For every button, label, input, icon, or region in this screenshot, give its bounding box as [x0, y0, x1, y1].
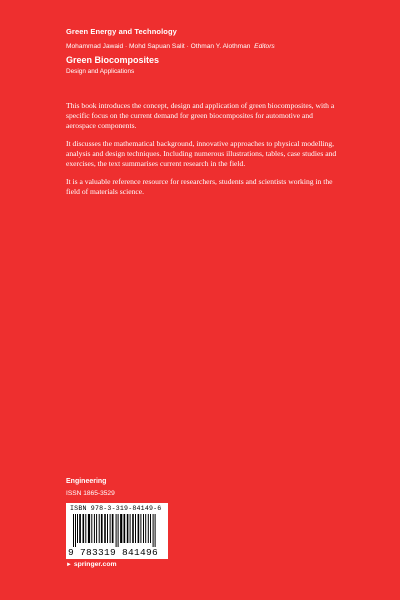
- barcode-digits: 9 783319 841496: [68, 547, 159, 558]
- arrow-right-icon: ►: [66, 562, 72, 568]
- isbn-barcode: [66, 503, 168, 559]
- series-title: Green Energy and Technology: [66, 27, 177, 36]
- subject-category: Engineering: [66, 478, 107, 485]
- website-label: springer.com: [73, 561, 117, 568]
- editors-line: [66, 43, 275, 50]
- description-paragraph: It is a valuable reference resource for researchers, students and scientists working in the field of materials science.: [66, 177, 333, 197]
- book-description: [66, 101, 342, 206]
- issn-number: ISSN 1865-3529: [66, 490, 115, 497]
- book-title: Green Biocomposites: [66, 55, 160, 65]
- description-paragraph: It discusses the mathematical background, innovative approaches to physical modelling, analysis and design techniques. Including numerous illustrations, tables, case studies and exercises, the text summarises current research in the field.: [66, 139, 337, 169]
- book-subtitle: Design and Applications: [66, 68, 135, 75]
- isbn-label: ISBN 978-3-319-84149-6: [70, 505, 162, 512]
- barcode-bars: [73, 514, 165, 547]
- editors-role: Editors: [254, 43, 275, 50]
- description-paragraph: This book introduces the concept, design and application of green biocomposites, with a specific focus on the current demand for green biocomposites for automotive and aerospace components.: [66, 101, 335, 130]
- editor-names: Mohammad Jawaid · Mohd Sapuan Salit · Othman Y. Alothman: [66, 43, 251, 50]
- publisher-website: [66, 561, 117, 568]
